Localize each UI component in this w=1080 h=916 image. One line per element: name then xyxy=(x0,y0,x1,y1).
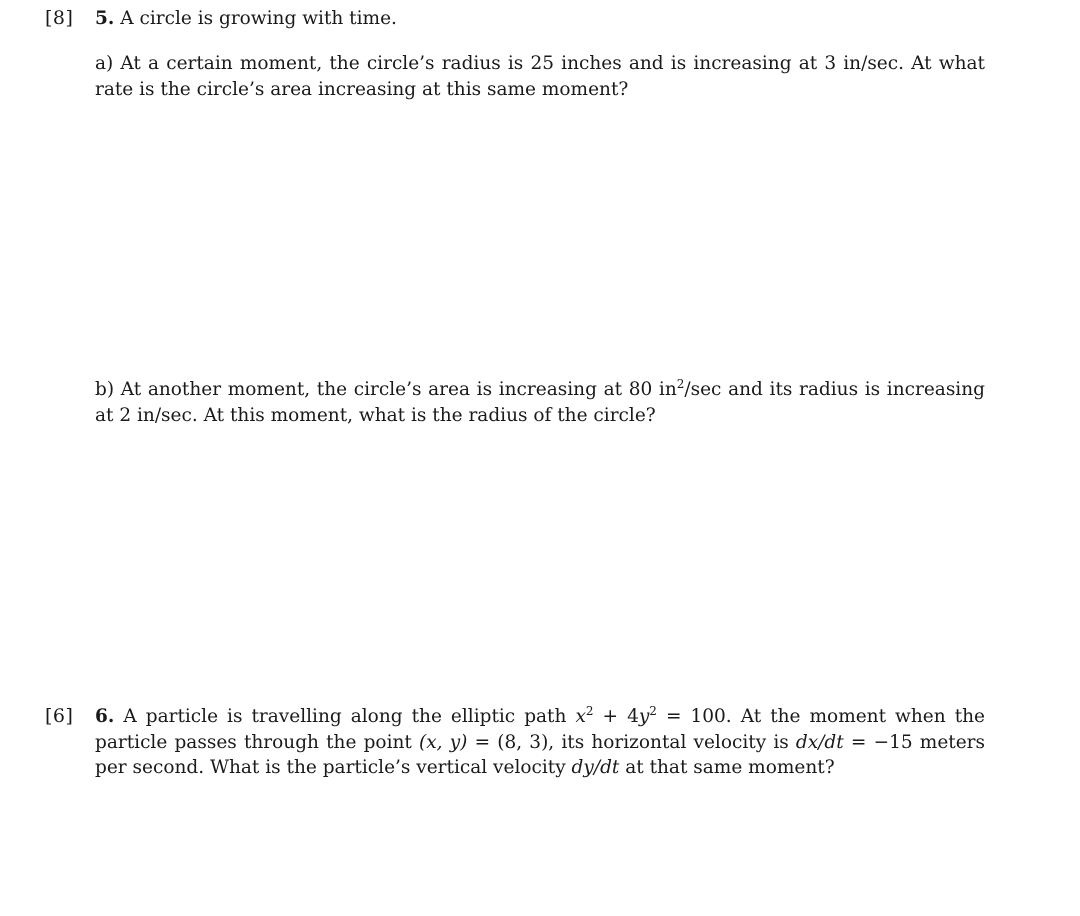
q6-seg4: = (8, 3), its horizontal velocity is xyxy=(467,731,796,753)
question-6-number: 6. xyxy=(95,706,115,727)
part-b-superscript: 2 xyxy=(676,376,685,391)
part-b-text-before: b) At another moment, the circle’s area is increasing at 80 in xyxy=(95,379,677,400)
part-b-text-after: /sec and its radius is increasing at 2 in/sec. At this moment, what is the radius of the circle? xyxy=(95,379,985,426)
math-dydt: dy/dt xyxy=(571,757,620,778)
sup-1: 2 xyxy=(585,703,594,718)
question-5-marks: [8] xyxy=(45,7,74,29)
math-y: y xyxy=(638,706,650,727)
sup-2: 2 xyxy=(649,703,657,718)
math-dxdt: dx/dt xyxy=(795,731,844,753)
question-5-part-a: a) At a certain moment, the circle’s radius is 25 inches and is increasing at 3 in/sec. At what rate is the circle’s area increasing at this same moment? xyxy=(95,53,985,100)
question-6-body xyxy=(95,704,985,781)
q6-seg3: = 100. At the moment when the particle passes through the point xyxy=(95,706,985,753)
question-5-number: 5. xyxy=(95,8,115,29)
question-5-title: A circle is growing with time. xyxy=(120,8,397,29)
math-point: (x, y) xyxy=(419,731,468,753)
q6-seg1: A particle is travelling along the elliptic path xyxy=(123,706,576,727)
question-6-marks: [6] xyxy=(45,705,74,727)
q6-seg6: at that same moment? xyxy=(619,757,835,778)
question-5-part-b xyxy=(95,377,985,428)
q6-seg2: + 4 xyxy=(593,706,639,727)
math-x: x xyxy=(575,706,586,727)
q6-seg5: = −15 meters per second. What is the particle’s vertical velocity xyxy=(95,731,985,778)
question-5-header xyxy=(95,6,985,32)
